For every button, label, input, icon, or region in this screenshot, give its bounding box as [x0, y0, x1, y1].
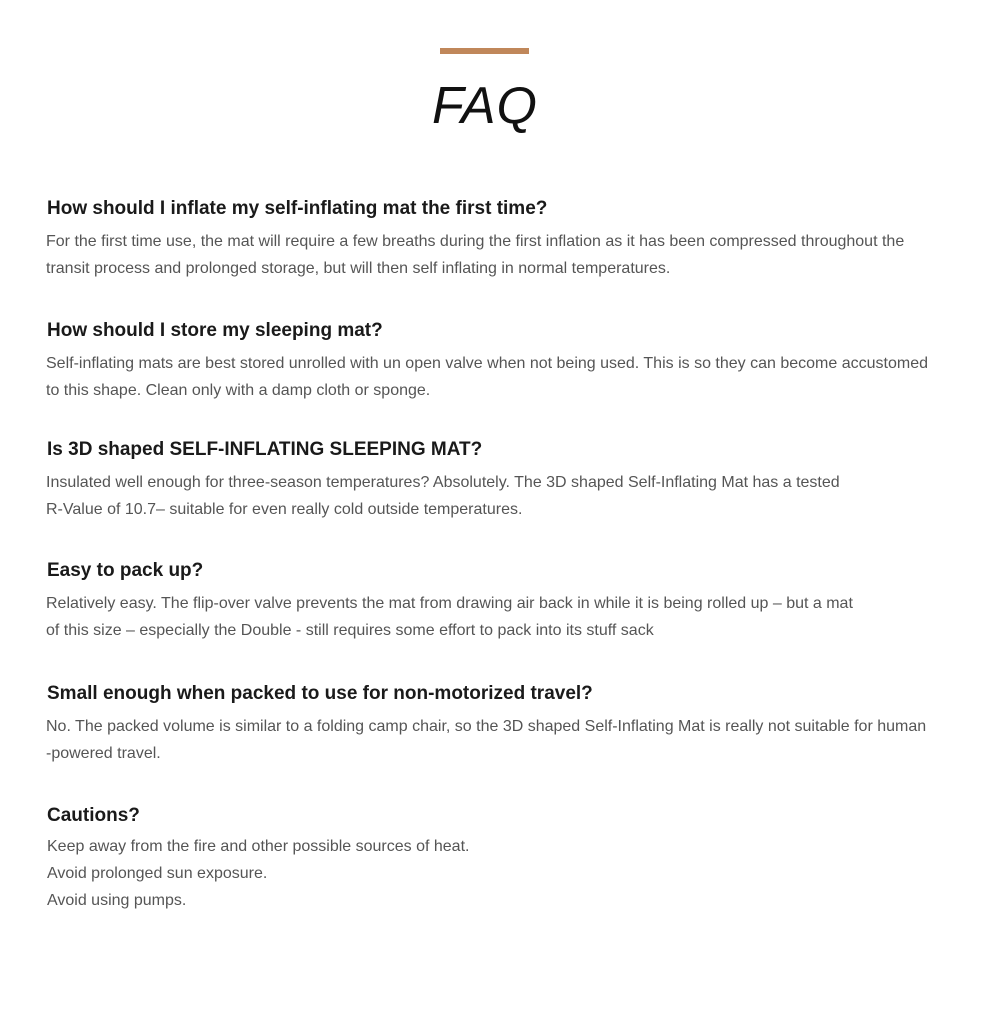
faq-question: Cautions?	[47, 805, 140, 826]
faq-answer-line: Insulated well enough for three-season temperatures? Absolutely. The 3D shaped Self-Inflating Mat has a tested	[46, 474, 840, 491]
faq-answer-line: R-Value of 10.7– suitable for even really cold outside temperatures.	[46, 501, 523, 518]
faq-question: Small enough when packed to use for non-motorized travel?	[47, 683, 593, 704]
faq-question: How should I inflate my self-inflating mat the first time?	[47, 198, 548, 219]
faq-item-pack-up	[46, 558, 966, 644]
faq-item-store	[46, 318, 966, 404]
title-accent-bar	[440, 48, 529, 54]
faq-answer-line: of this size – especially the Double - still requires some effort to pack into its stuff sack	[46, 622, 654, 639]
faq-question: How should I store my sleeping mat?	[47, 320, 383, 341]
caution-item: Keep away from the fire and other possible sources of heat.	[47, 838, 470, 855]
faq-item-cautions	[46, 803, 966, 914]
cautions-list	[47, 833, 966, 914]
faq-item-3d-shaped	[46, 437, 966, 523]
faq-answer	[46, 713, 966, 767]
faq-answer	[46, 590, 966, 644]
page-title: FAQ	[431, 77, 539, 135]
faq-answer	[46, 350, 966, 404]
faq-answer-line: -powered travel.	[46, 745, 161, 762]
caution-item: Avoid prolonged sun exposure.	[47, 865, 268, 882]
caution-item: Avoid using pumps.	[47, 892, 187, 909]
faq-answer	[46, 228, 966, 282]
faq-answer-line: Relatively easy. The flip-over valve prevents the mat from drawing air back in while it is being rolled up – but a mat	[46, 595, 853, 612]
faq-answer	[46, 469, 966, 523]
faq-item-inflate	[46, 196, 966, 282]
faq-item-travel	[46, 681, 966, 767]
faq-answer-line: No. The packed volume is similar to a folding camp chair, so the 3D shaped Self-Inflating Mat is really not suitable for human	[46, 718, 927, 735]
faq-question: Easy to pack up?	[47, 560, 204, 581]
faq-answer-line: For the first time use, the mat will require a few breaths during the first inflation as it has been compressed throughout the	[46, 233, 905, 250]
faq-answer-line: Self-inflating mats are best stored unrolled with un open valve when not being used. This is so they can become accustomed	[46, 355, 928, 372]
faq-question: Is 3D shaped SELF-INFLATING SLEEPING MAT?	[47, 439, 483, 460]
faq-answer-line: to this shape. Clean only with a damp cloth or sponge.	[46, 382, 431, 399]
faq-answer-line: transit process and prolonged storage, but will then self inflating in normal temperatures.	[46, 260, 671, 277]
